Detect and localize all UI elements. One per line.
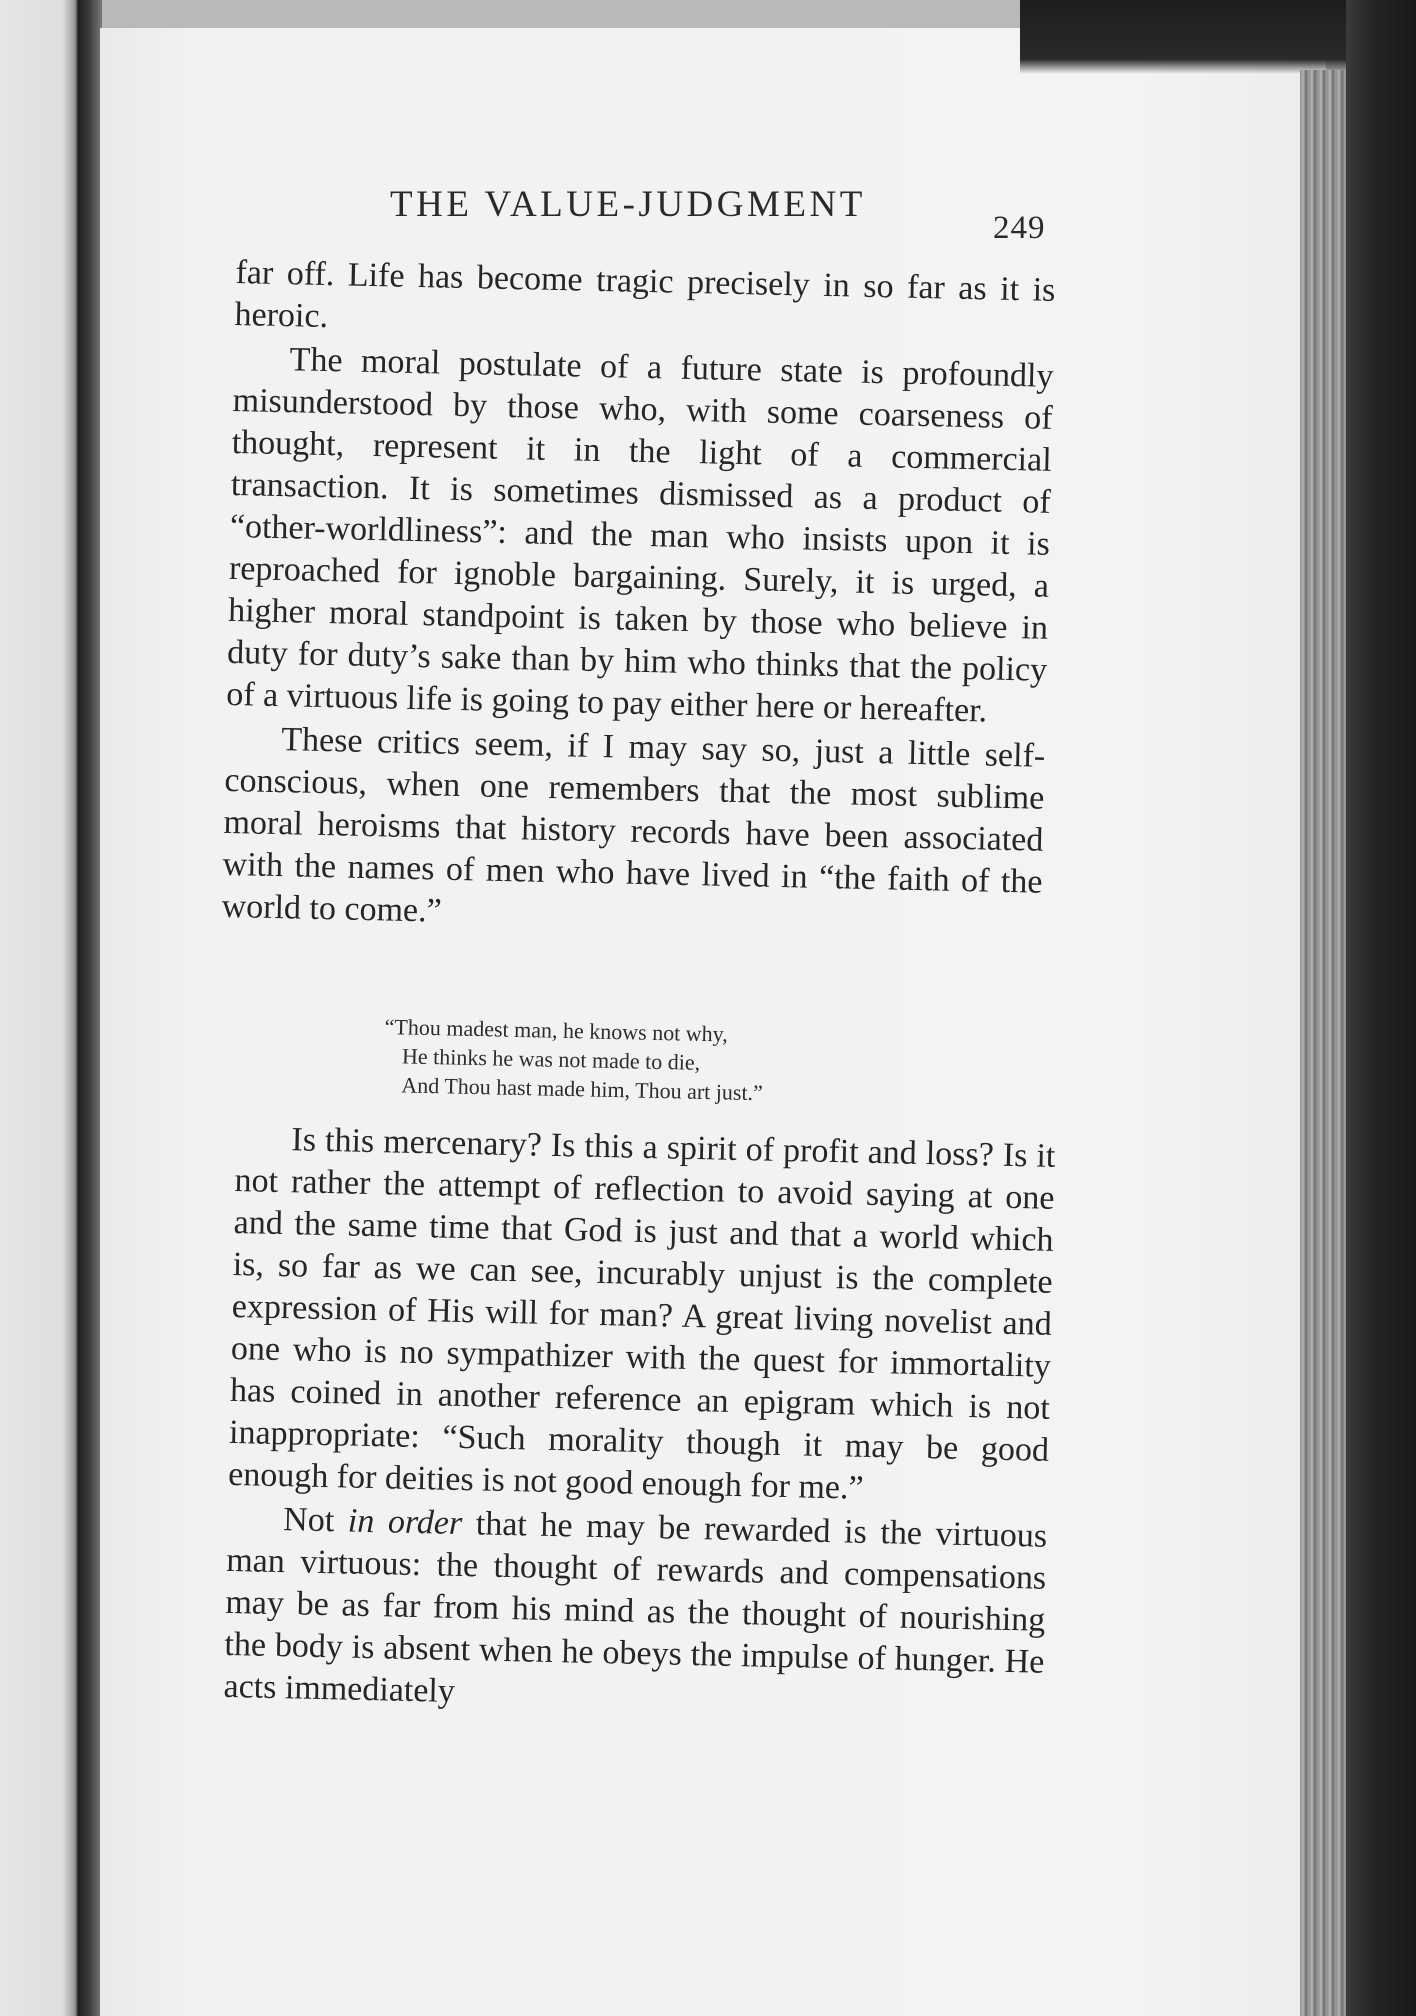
verse-line-2: He thinks he was not made to die, bbox=[401, 1043, 701, 1075]
paragraph-4: Is this mercenary? Is this a spirit of profit and loss? Is it not rather the attempt of reflection to avoid saying at one and the same time that God is just and that a world which is, so far as we can see, incurably unjust is the complete expression of His will for man? A great living novelist and one who is no sympathizer with the quest for immortality has coined in another reference an epigram which is not inappropriate: “Such morality though it may be good enough for deities is not good enough for me.” bbox=[227, 1121, 1056, 1507]
text-block-lower bbox=[223, 1118, 1056, 1726]
book-cover-edge bbox=[1346, 0, 1416, 2016]
paragraph-5 bbox=[223, 1498, 1047, 1726]
previous-page-edge bbox=[0, 0, 78, 2016]
verse-line-3: And Thou hast made him, Thou art just.” bbox=[401, 1072, 764, 1106]
page-stack-edges bbox=[1300, 70, 1348, 2016]
running-header: THE VALUE-JUDGMENT bbox=[390, 184, 866, 225]
paragraph-5-rest: that he may be rewarded is the virtuous man virtuous: the thought of rewards and compensations may be as far from his mind as the thought of nourishing the body is absent when he obeys the impulse of hunger. He acts immediately bbox=[223, 1505, 1048, 1710]
book-gutter bbox=[78, 0, 102, 2016]
paragraph-3: These critics seem, if I may say so, just a little self-conscious, when one remembers that the most sublime moral heroisms that history records have been associated with the names of men who have lived in “the faith of the world to come.” bbox=[221, 721, 1046, 930]
paragraph-1: far off. Life has become tragic precisely in so far as it is heroic. bbox=[234, 253, 1056, 336]
verse-quotation bbox=[383, 1012, 905, 1110]
paragraph-5-start: Not bbox=[282, 1501, 349, 1540]
paragraph-2: The moral postulate of a future state is profoundly misunderstood by those who, with some coarseness of thought, represent it in the light of a commercial transaction. It is sometimes dismissed as a product of “other-worldliness”: and the man who insists upon it is reproached for ignoble bargaining. Surely, it is urged, a higher moral standpoint is taken by those who believe in duty for duty’s sake than by him who thinks that the policy of a virtuous life is going to pay either here or hereafter. bbox=[225, 341, 1054, 730]
paragraph-5-italic: in order bbox=[347, 1502, 463, 1543]
text-block-upper bbox=[221, 252, 1056, 946]
page-number: 249 bbox=[993, 210, 1046, 246]
verse-line-1: “Thou madest man, he knows not why, bbox=[384, 1013, 729, 1047]
